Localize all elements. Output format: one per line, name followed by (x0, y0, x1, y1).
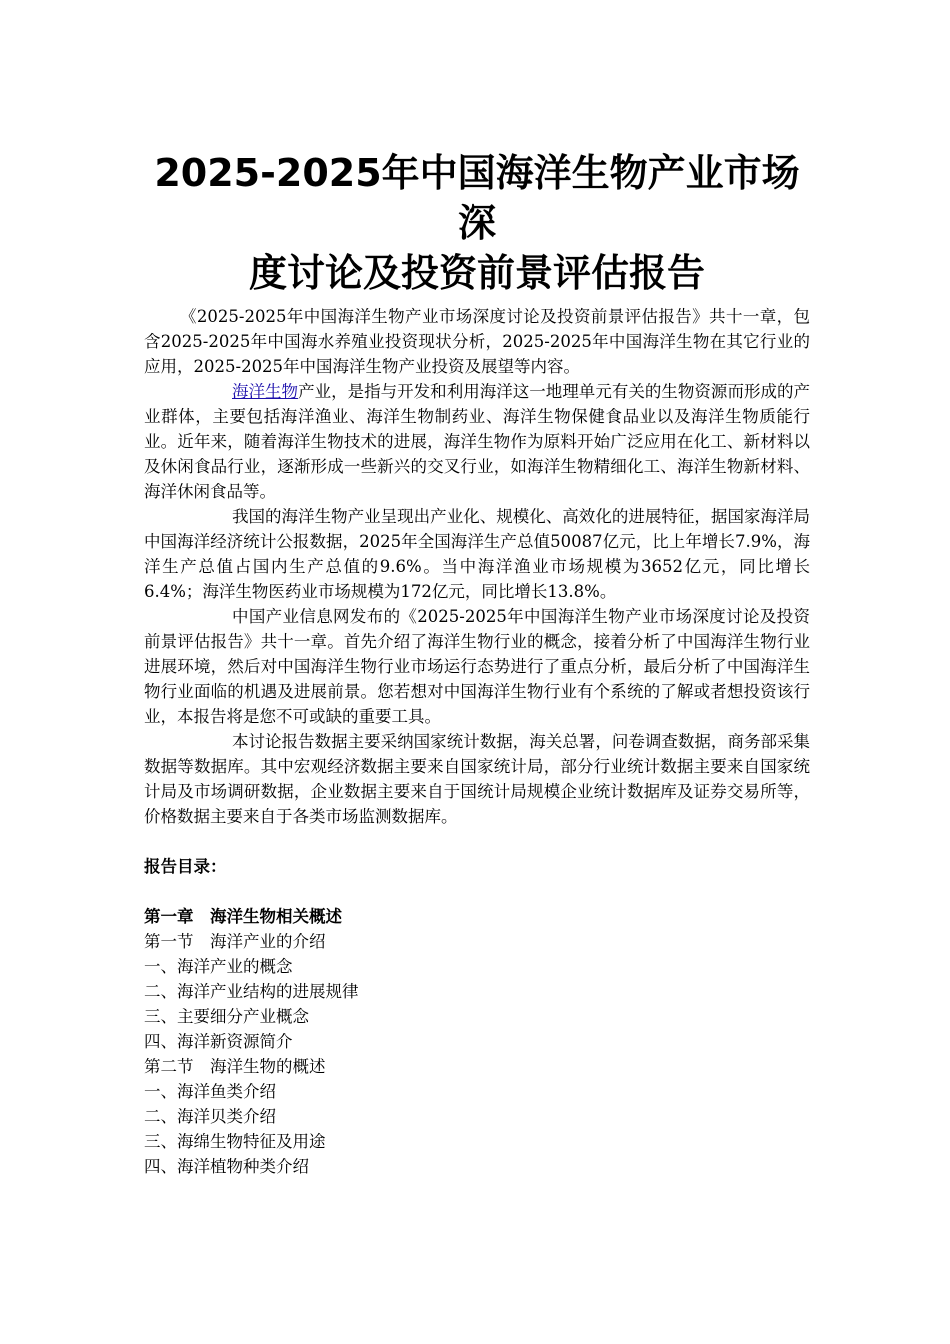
toc-item: 第一节 海洋产业的介绍 (144, 932, 326, 951)
toc-item: 三、主要细分产业概念 (144, 1007, 309, 1026)
title-line-1: 2025-2025年中国海洋生物产业市场深 (154, 151, 800, 245)
toc-heading: 报告目录： (144, 857, 227, 876)
title-line-2: 度讨论及投资前景评估报告 (248, 251, 705, 295)
definition-paragraph-text: 产业，是指与开发和利用海洋这一地理单元有关的生物资源而形成的产业群体，主要包括海洋渔业、海洋生物制药业、海洋生物保健食品业以及海洋生物质能行业。近年来，随着海洋生物技术的进展，海洋生物作为原料开始广泛应用在化工、新材料以及休闲食品行业，逐渐形成一些新兴的交叉行业，如海洋生物精细化工、海洋生物新材料、海洋休闲食品等。 (144, 382, 811, 501)
data-source-paragraph: 本讨论报告数据主要采纳国家统计数据，海关总署，问卷调查数据，商务部采集数据等数据库。其中宏观经济数据主要来自国家统计局，部分行业统计数据主要来自国家统计局及市场调研数据，企业数据主要来自于国统计局规模企业统计数据库及证券交易所等，价格数据主要来自于各类市场监测数据库。 (144, 732, 810, 826)
toc-item: 二、海洋贝类介绍 (144, 1107, 276, 1126)
document-body (144, 304, 810, 829)
definition-paragraph (144, 379, 810, 504)
document-page (144, 148, 810, 1179)
toc-item: 二、海洋产业结构的进展规律 (144, 982, 359, 1001)
toc-item: 一、海洋鱼类介绍 (144, 1082, 276, 1101)
statistics-paragraph: 我国的海洋生物产业呈现出产业化、规模化、高效化的进展特征，据国家海洋局中国海洋经济统计公报数据，2025年全国海洋生产总值50087亿元，比上年增长7.9%，海洋生产总值占国内生产总值的9.6%。当中海洋渔业市场规模为3652亿元，同比增长6.4%；海洋生物医药业市场规模为172亿元，同比增长13.8%。 (144, 507, 810, 601)
toc-item: 第二节 海洋生物的概述 (144, 1057, 326, 1076)
intro-paragraph: 《2025-2025年中国海洋生物产业市场深度讨论及投资前景评估报告》共十一章，包含2025-2025年中国海水养殖业投资现状分析，2025-2025年中国海洋生物在其它行业的应用，2025-2025年中国海洋生物产业投资及展望等内容。 (144, 307, 810, 376)
toc-item: 四、海洋植物种类介绍 (144, 1157, 309, 1176)
toc-item: 三、海绵生物特征及用途 (144, 1132, 326, 1151)
chapter-1-title: 第一章 海洋生物相关概述 (144, 907, 342, 926)
report-summary-paragraph: 中国产业信息网发布的《2025-2025年中国海洋生物产业市场深度讨论及投资前景评估报告》共十一章。首先介绍了海洋生物行业的概念，接着分析了中国海洋生物行业进展环境，然后对中国海洋生物行业市场运行态势进行了重点分析，最后分析了中国海洋生物行业面临的机遇及进展前景。您若想对中国海洋生物行业有个系统的了解或者想投资该行业，本报告将是您不可或缺的重要工具。 (144, 607, 810, 726)
toc-item: 四、海洋新资源简介 (144, 1032, 293, 1051)
toc-item: 一、海洋产业的概念 (144, 957, 293, 976)
document-title (144, 148, 810, 298)
marine-biology-link[interactable]: 海洋生物 (232, 382, 299, 401)
toc-list (144, 929, 810, 1179)
